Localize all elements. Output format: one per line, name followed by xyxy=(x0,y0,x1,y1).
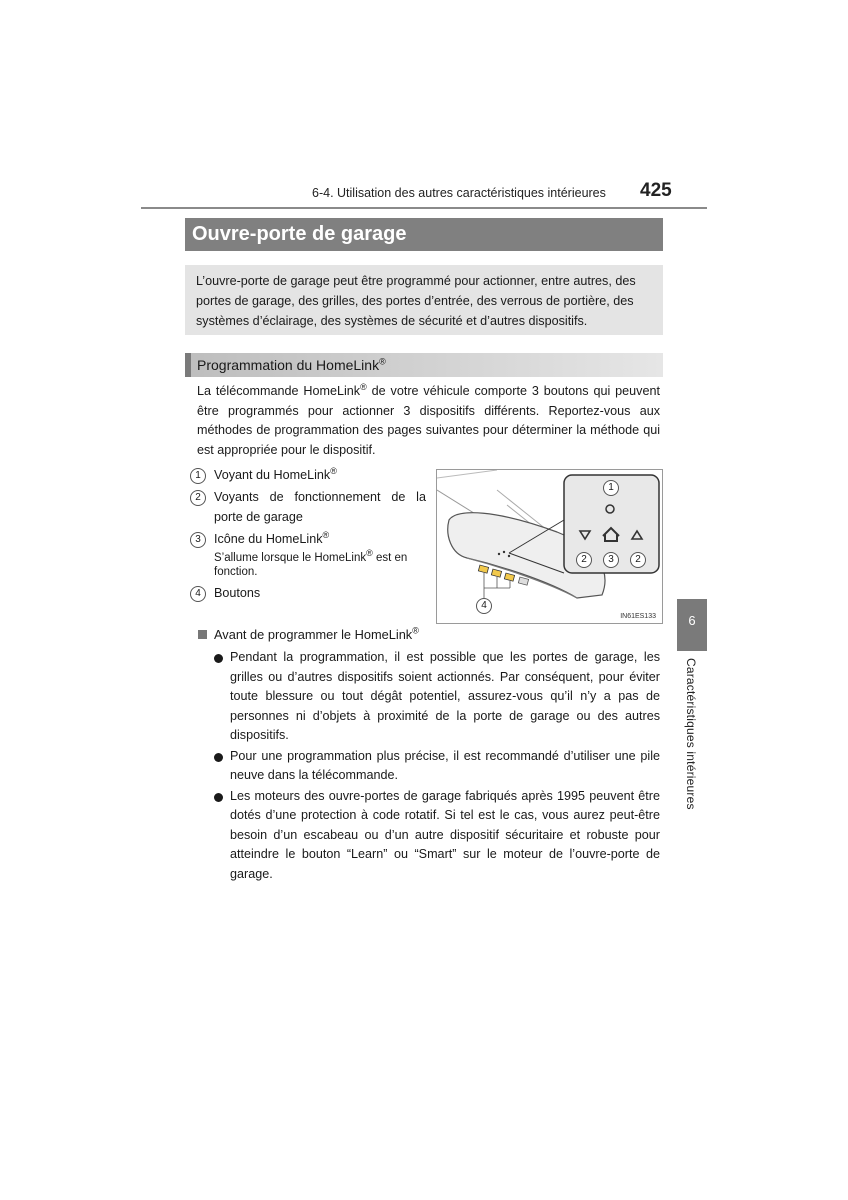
paragraph-part-1: La télécommande HomeLink xyxy=(197,384,361,398)
legend-label: Voyant du HomeLink xyxy=(214,468,331,482)
callout-number: 1 xyxy=(190,468,206,484)
legend-item xyxy=(190,487,426,527)
bullet-text: Les moteurs des ouvre-portes de garage fabriqués après 1995 peuvent être dotés d’une protection à code rotatif. Si tel est le cas, vous aurez peut-être besoin d’un escabeau ou d’un autre dispositif sécuritaire et robuste pour atteindre le bouton “Learn” ou “Smart” sur le moteur de l’ouvre-porte de garage. xyxy=(230,788,660,881)
bullet-dot-icon xyxy=(214,793,223,802)
registered-mark: ® xyxy=(366,548,373,559)
registered-mark: ® xyxy=(322,529,330,540)
legend-item xyxy=(190,465,426,485)
homelink-figure xyxy=(436,469,663,624)
list-item xyxy=(214,747,660,786)
legend-label: Boutons xyxy=(214,586,261,600)
header-section-title: 6-4. Utilisation des autres caractéristiques intérieures xyxy=(312,186,606,200)
legend-label: Voyants de fonctionnement de la porte de garage xyxy=(214,490,426,524)
subsection-title-text: Programmation du HomeLink xyxy=(197,357,380,373)
callout-number: 4 xyxy=(190,586,206,602)
subsection-marker xyxy=(185,353,191,377)
intro-text: L’ouvre-porte de garage peut être programmé pour actionner, entre autres, des portes de garage, des grilles, des portes d’entrée, des verrous de portière, des systèmes d’éclairage, des systèmes de sécurité et d’autres dispositifs. xyxy=(196,274,636,328)
figure-callout-1: 1 xyxy=(603,480,619,496)
header-divider xyxy=(141,207,707,209)
figure-callout-4: 4 xyxy=(476,598,492,614)
chapter-label: Caractéristiques intérieures xyxy=(684,658,698,810)
list-item xyxy=(214,648,660,746)
figure-callout-3: 3 xyxy=(603,552,619,568)
rearview-mirror-illustration xyxy=(437,470,663,624)
legend-note xyxy=(214,548,426,579)
bullet-text: Pour une programmation plus précise, il est recommandé d’utiliser une pile neuve dans la télécommande. xyxy=(230,748,660,782)
list-item xyxy=(214,787,660,885)
legend-label: Icône du HomeLink xyxy=(214,532,323,546)
registered-mark: ® xyxy=(360,381,367,392)
legend-note-part-2: est en fonction. xyxy=(214,552,408,578)
intro-paragraph xyxy=(197,382,660,460)
section-title: Ouvre-porte de garage xyxy=(185,218,663,251)
intro-box xyxy=(185,265,663,335)
chapter-tab: 6 xyxy=(677,599,707,651)
bullet-text: Pendant la programmation, il est possible que les portes de garage, les grilles ou d’autres dispositifs soient actionnés. Par conséquent, pour éviter toute blessure ou tout dégât potentiel, assurez-vous qu’il n’y a pas de personnes ni d’objets à proximité de la porte de garage ou des autres dispositifs. xyxy=(230,650,660,742)
callout-number: 3 xyxy=(190,532,206,548)
callout-number: 2 xyxy=(190,490,206,506)
bullet-list xyxy=(214,648,660,885)
figure-code: IN61ES133 xyxy=(620,613,656,620)
figure-callout-2-right: 2 xyxy=(630,552,646,568)
legend-note-part-1: S’allume lorsque le HomeLink xyxy=(214,552,367,564)
legend-item xyxy=(190,529,426,579)
registered-mark: ® xyxy=(412,625,419,636)
registered-mark: ® xyxy=(330,465,337,476)
figure-callout-2-left: 2 xyxy=(576,552,592,568)
figure-legend xyxy=(190,465,426,605)
page-number: 425 xyxy=(640,180,672,201)
subheading xyxy=(198,627,419,642)
bullet-dot-icon xyxy=(214,753,223,762)
subheading-text: Avant de programmer le HomeLink xyxy=(214,627,413,642)
paragraph-part-2: de votre véhicule comporte 3 boutons qui peuvent être programmés pour actionner 3 dispositifs différents. Reportez-vous aux méthodes de programmation des pages suivantes pour déterminer la méthode qui est appropriée pour le dispositif. xyxy=(197,384,660,457)
square-bullet-icon xyxy=(198,630,207,639)
legend-item xyxy=(190,583,426,603)
subsection-title xyxy=(185,353,663,377)
registered-mark: ® xyxy=(379,356,386,367)
bullet-dot-icon xyxy=(214,654,223,663)
